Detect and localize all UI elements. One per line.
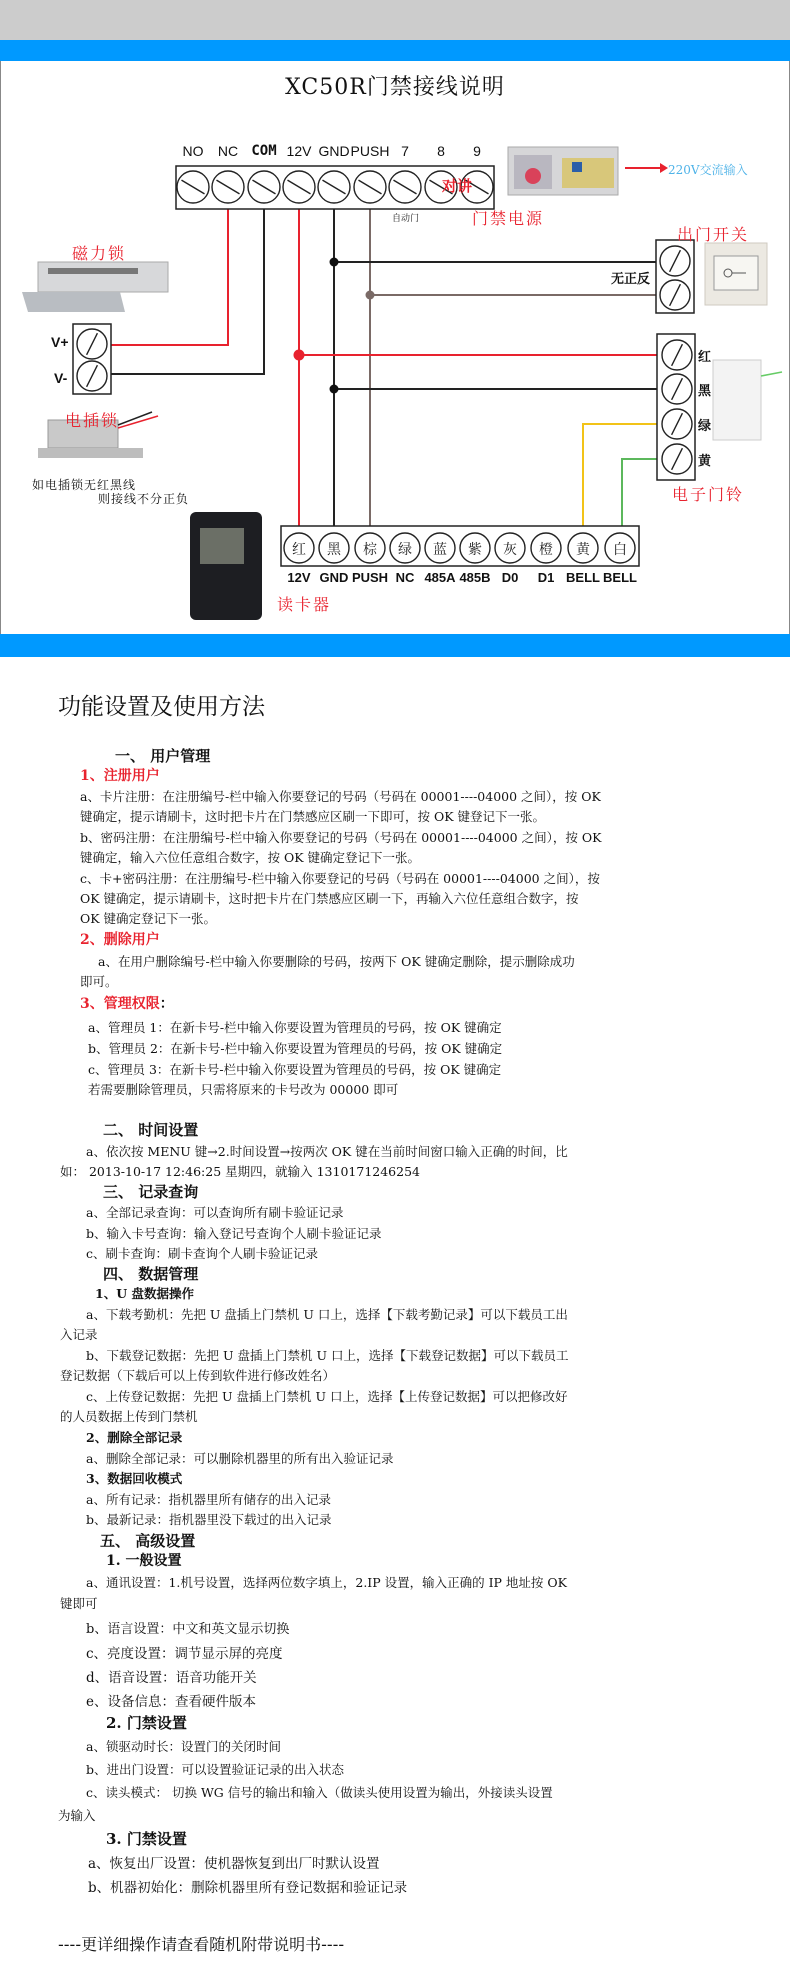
ac-arrow-icon <box>625 163 668 173</box>
terminal-screw-icon <box>248 171 280 203</box>
text-line: 键确定，输入六位任意组合数字，按 OK 键确定登记下一张。 <box>80 850 421 865</box>
v-plus-label: V+ <box>51 334 69 350</box>
reader-terminal-label: D0 <box>501 570 519 585</box>
reader-terminal-label: 485A <box>424 570 456 585</box>
terminal-screw-icon <box>662 374 692 404</box>
reader-wire-color-label: 绿 <box>398 542 412 558</box>
reader-terminal-label: GND <box>319 570 349 585</box>
no-polarity-label: 无正反 <box>611 271 651 286</box>
text-line: a、通讯设置：1.机号设置，选择两位数字填上，2.IP 设置，输入正确的 IP 地址按 OK <box>86 1575 567 1590</box>
text-line: a、恢复出厂设置：使机器恢复到出厂时默认设置 <box>88 1856 380 1872</box>
reader-terminal-label: BELL <box>603 570 637 585</box>
text-line: 键即可 <box>60 1596 98 1611</box>
section-1-title: 一、 用户管理 <box>115 747 211 765</box>
text-line: a、下载考勤机：先把 U 盘插上门禁机 U 口上，选择【下载考勤记录】可以下载员工出 <box>86 1307 568 1322</box>
section-4-sub-3: 3、数据回收模式 <box>86 1471 183 1486</box>
terminal-screw-icon <box>662 340 692 370</box>
text-line: a、管理员 1：在新卡号-栏中输入你要设置为管理员的号码，按 OK 键确定 <box>88 1020 502 1035</box>
terminal-screw-icon <box>660 246 690 276</box>
maglock-image <box>22 262 168 312</box>
ac-input-label: 220V交流输入 <box>668 163 748 177</box>
reader-terminal-label: NC <box>395 570 415 585</box>
text-line: 登记数据（下载后可以上传到软件进行修改姓名） <box>60 1368 336 1383</box>
reader-wire-color-label: 白 <box>613 542 627 558</box>
text-line: 即可。 <box>80 974 118 989</box>
text-line: b、机器初始化：删除机器里所有登记数据和验证记录 <box>88 1880 408 1896</box>
reader-wire-color-label: 灰 <box>503 542 517 558</box>
top-terminal-label: NO <box>182 143 204 159</box>
text-line: b、密码注册：在注册编号-栏中输入你要登记的号码（号码在 00001----04000 之间），按 OK <box>80 830 602 845</box>
doorbell-label: 电子门铃 <box>672 485 745 504</box>
terminal-screw-icon <box>177 171 209 203</box>
reader-wire-color-label: 棕 <box>363 542 377 558</box>
reader-wire-color-label: 黄 <box>576 542 590 558</box>
junction-black-1 <box>330 258 339 267</box>
card-reader-image <box>190 512 262 620</box>
section-5-sub-1: 1. 一般设置 <box>106 1553 182 1569</box>
section-1-sub-1: 1、注册用户 <box>80 768 160 784</box>
section-4-sub-2: 2、删除全部记录 <box>86 1430 183 1445</box>
terminal-screw-icon <box>354 171 386 203</box>
top-terminal-label: GND <box>318 143 350 159</box>
diagram-title: XC50R门禁接线说明 <box>285 75 505 100</box>
bell-terminal-label: 红 <box>698 349 712 364</box>
terminal-screw-icon <box>662 409 692 439</box>
junction-red <box>294 350 305 361</box>
power-supply-image <box>508 147 618 195</box>
reader-wire-color-label: 紫 <box>468 542 482 558</box>
text-line: c、亮度设置：调节显示屏的亮度 <box>86 1646 283 1662</box>
text-line: b、进出门设置：可以设置验证记录的出入状态 <box>86 1762 345 1777</box>
junction-black-2 <box>330 385 339 394</box>
section-1-sub-3-text: 3、管理权限 <box>80 996 160 1012</box>
terminal-screw-icon <box>283 171 315 203</box>
text-line: OK 键确定，提示请刷卡，这时把卡片在门禁感应区刷一下，再输入六位任意组合数字，按 <box>80 891 579 906</box>
bell-terminal-label: 黑 <box>698 383 712 398</box>
section-2-title: 二、 时间设置 <box>103 1121 199 1139</box>
section-5-sub-2: 2. 门禁设置 <box>106 1714 187 1732</box>
text-line: b、输入卡号查询：输入登记号查询个人刷卡验证记录 <box>86 1226 382 1241</box>
text-line: a、卡片注册：在注册编号-栏中输入你要登记的号码（号码在 00001----04000 之间），按 OK <box>80 789 601 804</box>
section-1-sub-2: 2、删除用户 <box>80 932 160 948</box>
text-line: a、锁驱动时长：设置门的关闭时间 <box>86 1739 281 1754</box>
top-terminal-label: 9 <box>473 143 481 159</box>
top-terminal-label: 12V <box>286 143 312 159</box>
terminal-screw-icon <box>662 444 692 474</box>
top-terminal-label: 8 <box>437 143 445 159</box>
terminal-screw-icon <box>212 171 244 203</box>
section-5-sub-3: 3. 门禁设置 <box>106 1830 187 1848</box>
text-line: c、刷卡查询：刷卡查询个人刷卡验证记录 <box>86 1246 319 1261</box>
text-line: e、设备信息：查看硬件版本 <box>86 1694 256 1710</box>
section-1-sub-3 <box>80 993 174 1013</box>
text-line: a、全部记录查询：可以查询所有刷卡验证记录 <box>86 1205 344 1220</box>
section-1-sub-3-colon: ： <box>159 996 174 1012</box>
text-line: a、删除全部记录：可以删除机器里的所有出入验证记录 <box>86 1451 394 1466</box>
terminal-screw-icon <box>660 280 690 310</box>
text-line: c、上传登记数据：先把 U 盘插上门禁机 U 口上，选择【上传登记数据】可以把修改好 <box>86 1389 568 1404</box>
junction-brown <box>366 291 375 300</box>
intercom-label: 对讲 <box>442 177 473 195</box>
section-4-title: 四、 数据管理 <box>103 1265 199 1283</box>
exit-button-image <box>705 243 767 305</box>
reader-wire-color-label: 红 <box>292 542 306 558</box>
doorbell-image <box>713 360 782 440</box>
text-line: c、卡+密码注册：在注册编号-栏中输入你要登记的号码（号码在 00001----04000 之间），按 <box>80 871 600 886</box>
terminal-screw-icon <box>77 361 107 391</box>
text-line: b、管理员 2：在新卡号-栏中输入你要设置为管理员的号码，按 OK 键确定 <box>88 1041 503 1056</box>
text-line: c、读头模式： 切换 WG 信号的输出和输入（做读头使用设置为输出，外接读头设置 <box>86 1785 553 1800</box>
section-3-title: 三、 记录查询 <box>103 1183 199 1201</box>
reader-wire-color-label: 黑 <box>327 542 341 558</box>
reader-terminal-label: BELL <box>566 570 600 585</box>
reader-terminal-label: D1 <box>537 570 555 585</box>
terminal-screw-icon <box>318 171 350 203</box>
reader-wire-color-label: 蓝 <box>433 542 447 558</box>
bell-terminal-label: 绿 <box>698 418 712 433</box>
reader-wire-color-label: 橙 <box>539 542 553 558</box>
text-line: 如： 2013-10-17 12:46:25 星期四，就输入 1310171246254 <box>60 1164 420 1179</box>
text-line: a、依次按 MENU 键→2.时间设置→按两次 OK 键在当前时间窗口输入正确的时间，比 <box>86 1144 568 1159</box>
maglock-label: 磁力锁 <box>72 244 127 263</box>
manual-heading: 功能设置及使用方法 <box>58 694 265 720</box>
manual-footer: ----更详细操作请查看随机附带说明书---- <box>58 1935 345 1954</box>
reader-terminal-label: 485B <box>459 570 491 585</box>
reader-terminal-label: PUSH <box>351 570 389 585</box>
reader-label: 读卡器 <box>277 595 332 614</box>
text-line: c、管理员 3：在新卡号-栏中输入你要设置为管理员的号码，按 OK 键确定 <box>88 1062 502 1077</box>
text-line: a、在用户删除编号-栏中输入你要删除的号码，按两下 OK 键确定删除，提示删除成功 <box>98 954 575 969</box>
wire-bell-yellow <box>583 424 668 532</box>
top-terminal-label: 7 <box>401 143 409 159</box>
terminal-screw-icon <box>389 171 421 203</box>
top-terminal-label: PUSH <box>350 143 390 159</box>
top-terminal-label: COM <box>251 143 277 159</box>
text-line: 键确定，提示请刷卡，这时把卡片在门禁感应区刷一下即可，按 OK 键登记下一张。 <box>80 809 546 824</box>
auto-door-label: 自动门 <box>392 214 420 224</box>
terminal-screw-icon <box>77 329 107 359</box>
text-line: b、语言设置：中文和英文显示切换 <box>86 1622 290 1637</box>
exit-switch-label: 出门开关 <box>677 225 750 244</box>
v-minus-label: V- <box>54 370 68 386</box>
text-line: 为输入 <box>58 1808 96 1823</box>
bolt-lock-label: 电插锁 <box>65 411 120 430</box>
bolt-note-2: 则接线不分正负 <box>98 492 190 506</box>
reader-terminal-label: 12V <box>287 570 311 585</box>
section-4-sub-1: 1、U 盘数据操作 <box>95 1286 194 1301</box>
text-line: 的人员数据上传到门禁机 <box>60 1409 198 1424</box>
bell-terminal-label: 黄 <box>698 453 712 468</box>
text-line: a、所有记录：指机器里所有储存的出入记录 <box>86 1492 331 1507</box>
text-line: b、最新记录：指机器里没下载过的出入记录 <box>86 1512 332 1527</box>
power-supply-label: 门禁电源 <box>472 209 545 228</box>
text-line: OK 键确定登记下一张。 <box>80 911 217 926</box>
top-terminal-label: NC <box>217 143 239 159</box>
section-5-title: 五、 高级设置 <box>100 1532 196 1550</box>
text-line: 入记录 <box>60 1327 98 1342</box>
text-line: 若需要删除管理员，只需将原来的卡号改为 00000 即可 <box>88 1082 399 1097</box>
text-line: d、语音设置：语音功能开关 <box>86 1670 257 1686</box>
text-line: b、下载登记数据：先把 U 盘插上门禁机 U 口上，选择【下载登记数据】可以下载员工 <box>86 1348 569 1363</box>
bolt-note-1: 如电插锁无红黑线 <box>32 478 137 492</box>
